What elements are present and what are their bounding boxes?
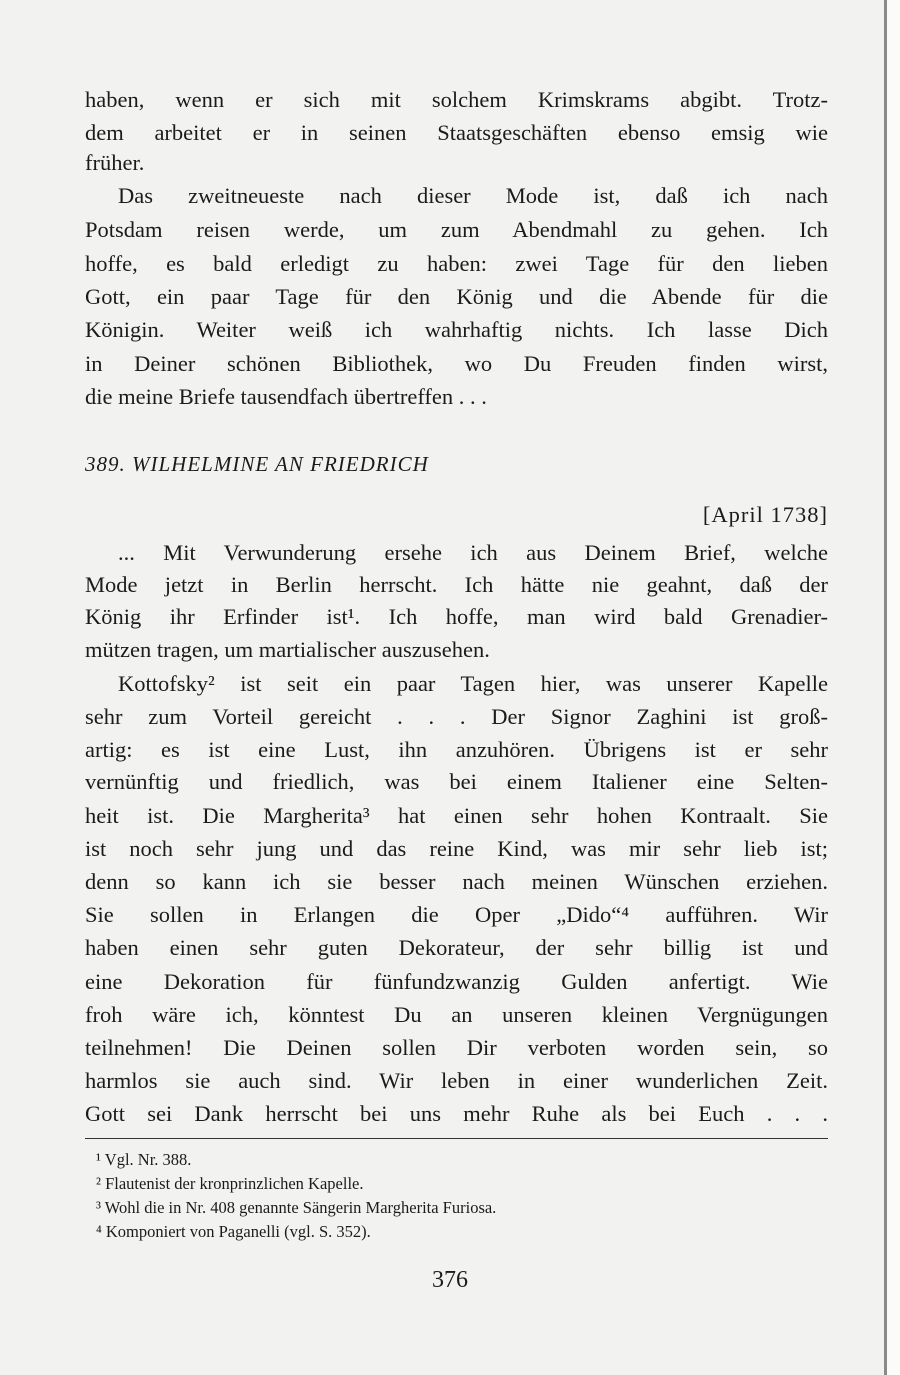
page-number: 376 xyxy=(432,1267,468,1293)
text-line: mützen tragen, um martialischer auszusehen. xyxy=(85,637,490,662)
text-line: vernünftig und friedlich, was bei einem Italiener eine Selten- xyxy=(85,769,828,794)
text-line: Königin. Weiter weiß ich wahrhaftig nichts. Ich lasse Dich xyxy=(85,317,828,342)
text-line: Potsdam reisen werde, um zum Abendmahl zu gehen. Ich xyxy=(85,217,828,242)
text-line: haben einen sehr guten Dekorateur, der sehr billig ist und xyxy=(85,935,828,960)
text-line: Sie sollen in Erlangen die Oper „Dido“⁴ aufführen. Wir xyxy=(85,902,828,927)
text-line: froh wäre ich, könntest Du an unseren kleinen Vergnügungen xyxy=(85,1002,828,1027)
letter-date: [April 1738] xyxy=(702,502,828,527)
text-line: teilnehmen! Die Deinen sollen Dir verboten worden sein, so xyxy=(85,1035,828,1060)
text-line: Gott, ein paar Tage für den König und die Abende für die xyxy=(85,284,828,309)
text-line: haben, wenn er sich mit solchem Krimskrams abgibt. Trotz- xyxy=(85,87,828,112)
text-line: dem arbeitet er in seinen Staatsgeschäften ebenso emsig wie xyxy=(85,120,828,145)
text-line: harmlos sie auch sind. Wir leben in einer wunderlichen Zeit. xyxy=(85,1068,828,1093)
text-line: die meine Briefe tausendfach übertreffen . . . xyxy=(85,384,487,409)
text-line: sehr zum Vorteil gereicht . . . Der Signor Zaghini ist groß- xyxy=(85,704,828,729)
text-line: denn so kann ich sie besser nach meinen Wünschen erziehen. xyxy=(85,869,828,894)
text-line: Das zweitneueste nach dieser Mode ist, daß ich nach xyxy=(118,183,828,208)
text-line: König ihr Erfinder ist¹. Ich hoffe, man wird bald Grenadier- xyxy=(85,604,828,629)
text-line: artig: es ist eine Lust, ihn anzuhören. Übrigens ist er sehr xyxy=(85,737,828,762)
letter-heading: 389. WILHELMINE AN FRIEDRICH xyxy=(85,452,429,476)
footnote: ² Flautenist der kronprinzlichen Kapelle. xyxy=(96,1174,364,1193)
footnote: ¹ Vgl. Nr. 388. xyxy=(96,1150,192,1169)
text-line: in Deiner schönen Bibliothek, wo Du Freuden finden wirst, xyxy=(85,351,828,376)
text-line: ist noch sehr jung und das reine Kind, was mir sehr lieb ist; xyxy=(85,836,828,861)
text-line: früher. xyxy=(85,150,145,175)
page-margin xyxy=(887,0,900,1375)
text-line: ... Mit Verwunderung ersehe ich aus Deinem Brief, welche xyxy=(118,540,828,565)
text-line: heit ist. Die Margherita³ hat einen sehr hohen Kontraalt. Sie xyxy=(85,803,828,828)
text-line: Gott sei Dank herrscht bei uns mehr Ruhe als bei Euch . . . xyxy=(85,1101,828,1126)
text-line: hoffe, es bald erledigt zu haben: zwei Tage für den lieben xyxy=(85,251,828,276)
footnote: ⁴ Komponiert von Paganelli (vgl. S. 352). xyxy=(96,1222,371,1241)
text-line: Mode jetzt in Berlin herrscht. Ich hätte nie geahnt, daß der xyxy=(85,572,828,597)
text-line: eine Dekoration für fünfundzwanzig Gulden anfertigt. Wie xyxy=(85,969,828,994)
footnote-rule xyxy=(85,1138,828,1139)
text-line: Kottofsky² ist seit ein paar Tagen hier, was unserer Kapelle xyxy=(118,671,828,696)
footnote: ³ Wohl die in Nr. 408 genannte Sängerin Margherita Furiosa. xyxy=(96,1198,497,1217)
